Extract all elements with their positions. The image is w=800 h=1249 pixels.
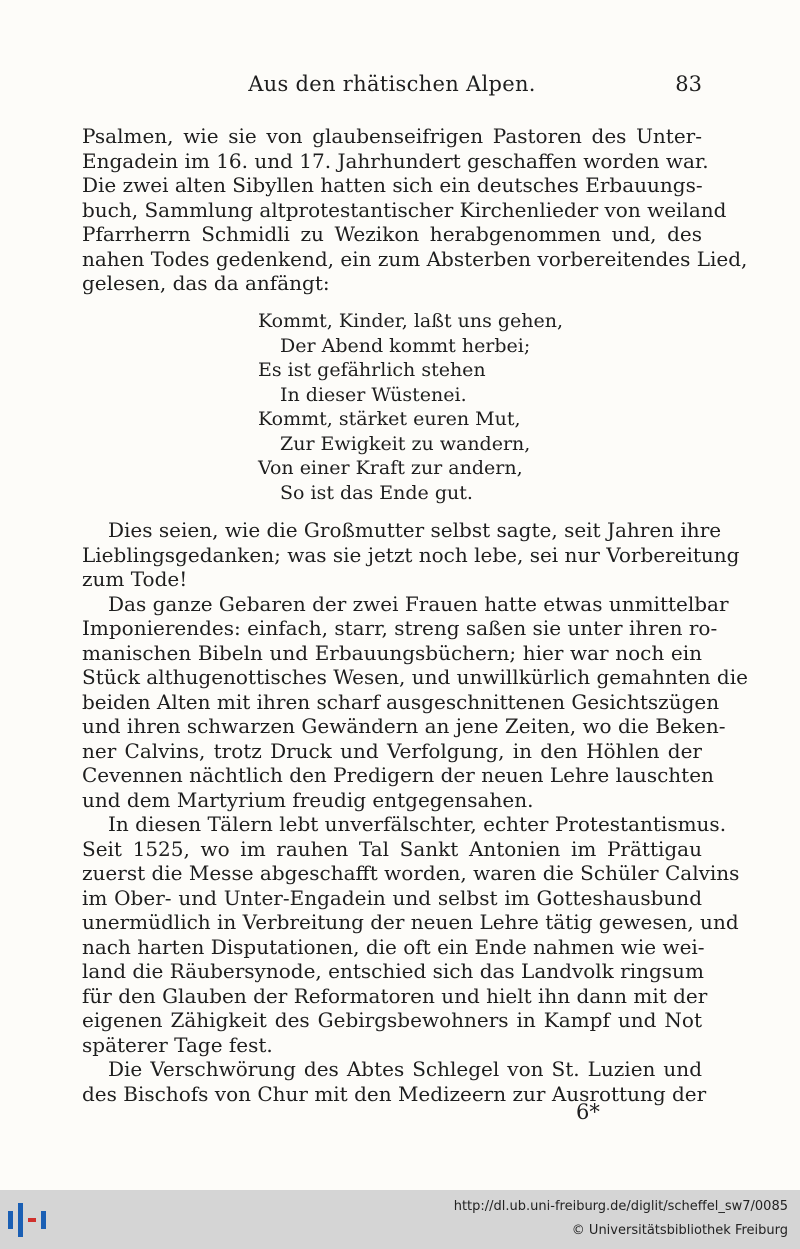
text-line: späterer Tage fest. [82, 1032, 273, 1057]
text-line: für den Glauben der Reformatoren und hielt ihn dann mit der [82, 983, 708, 1008]
text-line: beiden Alten mit ihren scharf ausgeschnittenen Gesichtszügen [82, 689, 720, 714]
text-line: unermüdlich in Verbreitung der neuen Lehre tätig gewesen, und [82, 910, 739, 934]
paragraph-intro [82, 124, 748, 296]
text-line: zum Tode! [82, 567, 188, 591]
text-line: Seit 1525, wo im rauhen Tal Sankt Antonien im Prättigau [82, 836, 702, 861]
text-line: gelesen, das da anfängt: [82, 271, 330, 295]
verse-line: Von einer Kraft zur andern, [258, 457, 523, 479]
text-line: nach harten Disputationen, die oft ein Ende nahmen wie wei- [82, 934, 705, 959]
text-line: Dies seien, wie die Großmutter selbst sagte, seit Jahren ihre [108, 518, 722, 542]
text-line: Imponierendes: einfach, starr, streng saßen sie unter ihren ro- [82, 616, 718, 640]
text-line: Lieblingsgedanken; was sie jetzt noch lebe, sei nur Vorbereitung [82, 542, 740, 567]
ub-freiburg-logo-icon [6, 1199, 54, 1241]
hymn-verse [258, 309, 563, 505]
text-line: nahen Todes gedenkend, ein zum Absterben vorbereitendes Lied, [82, 246, 748, 271]
verse-line: Der Abend kommt herbei; [280, 334, 531, 357]
text-line: Die zwei alten Sibyllen hatten sich ein deutsches Erbauungs- [82, 173, 703, 197]
verse-line: So ist das Ende gut. [280, 481, 473, 504]
verse-line: Kommt, Kinder, laßt uns gehen, [258, 310, 564, 332]
text-line: und dem Martyrium freudig entgegensahen. [82, 787, 534, 812]
text-line: Cevennen nächtlich den Predigern der neuen Lehre lauschten [82, 763, 714, 787]
text-line: zuerst die Messe abgeschafft worden, waren die Schüler Calvins [82, 861, 740, 885]
verse-line: Kommt, stärket euren Mut, [258, 408, 521, 430]
text-line: buch, Sammlung altprotestantischer Kirchenlieder von weiland [82, 197, 727, 222]
text-line: eigenen Zähigkeit des Gebirgsbewohners in Kampf und Not [82, 1008, 702, 1032]
text-line: Engadein im 16. und 17. Jahrhundert geschaffen worden war. [82, 148, 709, 173]
paragraph-main [82, 518, 748, 1106]
permalink-url[interactable]: http://dl.ub.uni-freiburg.de/diglit/scheffel_sw7/0085 [453, 1199, 788, 1214]
text-line: Das ganze Gebaren der zwei Frauen hatte etwas unmittelbar [108, 591, 729, 616]
running-title: Aus den rhätischen Alpen. [248, 72, 536, 96]
text-line: des Bischofs von Chur mit den Medizeern zur Ausrottung der [82, 1081, 707, 1106]
running-head [80, 72, 704, 106]
text-line: und ihren schwarzen Gewändern an jene Zeiten, wo die Beken- [82, 714, 726, 738]
verse-line: Zur Ewigkeit zu wandern, [280, 432, 531, 455]
text-line: im Ober- und Unter-Engadein und selbst im Gotteshausbund [82, 885, 702, 910]
text-line: Psalmen, wie sie von glaubenseifrigen Pastoren des Unter- [82, 124, 702, 148]
text-line: Stück althugenottisches Wesen, und unwillkürlich gemahnten die [82, 665, 748, 689]
signature-mark: 6* [576, 1100, 600, 1124]
text-line: manischen Bibeln und Erbauungsbüchern; hier war noch ein [82, 640, 702, 665]
verse-line: Es ist gefährlich stehen [258, 359, 486, 381]
text-line: Die Verschwörung des Abtes Schlegel von St. Luzien und [108, 1057, 702, 1081]
text-line: In diesen Tälern lebt unverfälschter, echter Protestantismus. [108, 812, 727, 836]
page-number: 83 [675, 72, 702, 96]
copyright-notice: © Universitätsbibliothek Freiburg [571, 1223, 788, 1238]
verse-line: In dieser Wüstenei. [280, 383, 467, 406]
text-line: ner Calvins, trotz Druck und Verfolgung, in den Höhlen der [82, 738, 702, 763]
text-line: land die Räubersynode, entschied sich das Landvolk ringsum [82, 959, 704, 983]
text-line: Pfarrherrn Schmidli zu Wezikon herabgenommen und, des [82, 222, 702, 246]
viewer-footer [0, 1190, 800, 1249]
